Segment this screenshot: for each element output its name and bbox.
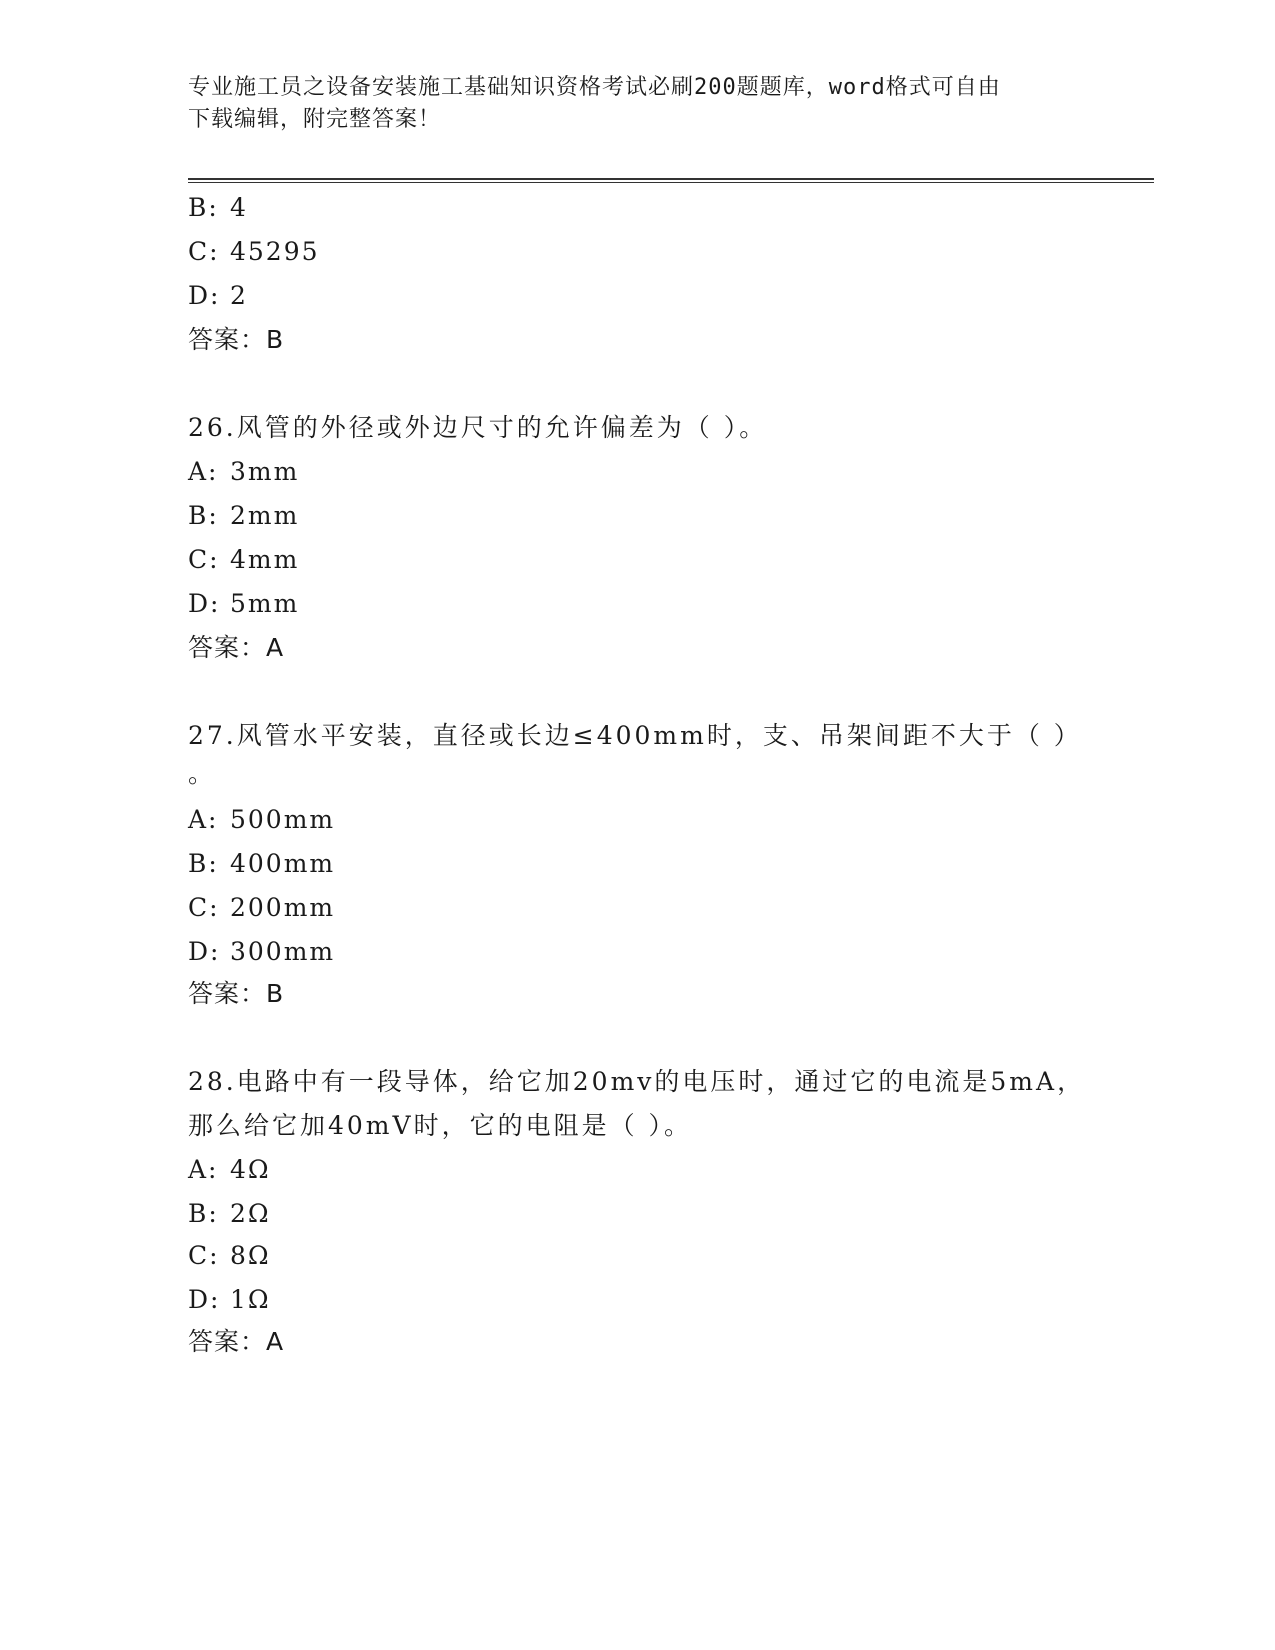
answer-line: 答案：A bbox=[188, 633, 285, 662]
option-label: C: bbox=[188, 545, 220, 574]
option-text: 45295 bbox=[230, 237, 320, 266]
option-text: 4mm bbox=[230, 545, 300, 574]
option-label: C: bbox=[188, 893, 220, 922]
option-label: D: bbox=[188, 937, 221, 966]
option-label: A: bbox=[188, 805, 219, 834]
option-row bbox=[188, 936, 335, 968]
option-row bbox=[188, 1284, 271, 1316]
option-label: C: bbox=[188, 237, 220, 266]
option-label: B: bbox=[188, 193, 219, 222]
option-label: B: bbox=[188, 849, 219, 878]
question-text-continued: 。 bbox=[188, 759, 216, 788]
option-row bbox=[188, 456, 299, 488]
option-label: D: bbox=[188, 589, 221, 618]
option-text: 300mm bbox=[230, 937, 336, 966]
option-row bbox=[188, 544, 299, 576]
option-row bbox=[188, 236, 320, 268]
option-label: A: bbox=[188, 457, 219, 486]
answer-line: 答案：A bbox=[188, 1327, 285, 1356]
question-text: 28.电路中有一段导体，给它加20mv的电压时，通过它的电流是5mA， bbox=[188, 1067, 1086, 1096]
option-text: 3mm bbox=[230, 457, 300, 486]
question-text: 27.风管水平安装，直径或长边≤400mm时，支、吊架间距不大于（ ） bbox=[188, 721, 1082, 750]
answer-line: 答案：B bbox=[188, 325, 285, 354]
option-text: 8Ω bbox=[230, 1241, 271, 1270]
option-row bbox=[188, 192, 248, 224]
option-text: 500mm bbox=[230, 805, 336, 834]
option-row bbox=[188, 848, 335, 880]
page-header bbox=[188, 72, 1088, 136]
option-text: 4Ω bbox=[230, 1155, 271, 1184]
header-rule-thick bbox=[188, 178, 1154, 180]
option-label: B: bbox=[188, 501, 219, 530]
question-text: 26.风管的外径或外边尺寸的允许偏差为（ ）。 bbox=[188, 413, 768, 442]
option-row bbox=[188, 588, 299, 620]
option-text: 2 bbox=[230, 281, 248, 310]
option-text: 5mm bbox=[230, 589, 300, 618]
option-text: 1Ω bbox=[230, 1285, 271, 1314]
option-row bbox=[188, 1198, 271, 1230]
option-row bbox=[188, 280, 248, 312]
option-row bbox=[188, 1240, 271, 1272]
option-row bbox=[188, 1154, 271, 1186]
question-text-continued: 那么给它加40mV时，它的电阻是（ ）。 bbox=[188, 1111, 693, 1140]
option-label: B: bbox=[188, 1199, 219, 1228]
option-row bbox=[188, 892, 335, 924]
option-text: 2Ω bbox=[230, 1199, 271, 1228]
header-line-2: 下载编辑，附完整答案！ bbox=[188, 107, 442, 132]
answer-line: 答案：B bbox=[188, 979, 285, 1008]
header-line-1: 专业施工员之设备安装施工基础知识资格考试必刷200题题库，word格式可自由 bbox=[188, 75, 1001, 100]
option-label: D: bbox=[188, 281, 221, 310]
option-text: 200mm bbox=[230, 893, 336, 922]
option-label: A: bbox=[188, 1155, 219, 1184]
option-row bbox=[188, 500, 299, 532]
header-rule-thin bbox=[188, 182, 1154, 183]
option-text: 4 bbox=[230, 193, 248, 222]
option-text: 400mm bbox=[230, 849, 336, 878]
option-label: C: bbox=[188, 1241, 220, 1270]
option-text: 2mm bbox=[230, 501, 300, 530]
option-row bbox=[188, 804, 335, 836]
option-label: D: bbox=[188, 1285, 221, 1314]
